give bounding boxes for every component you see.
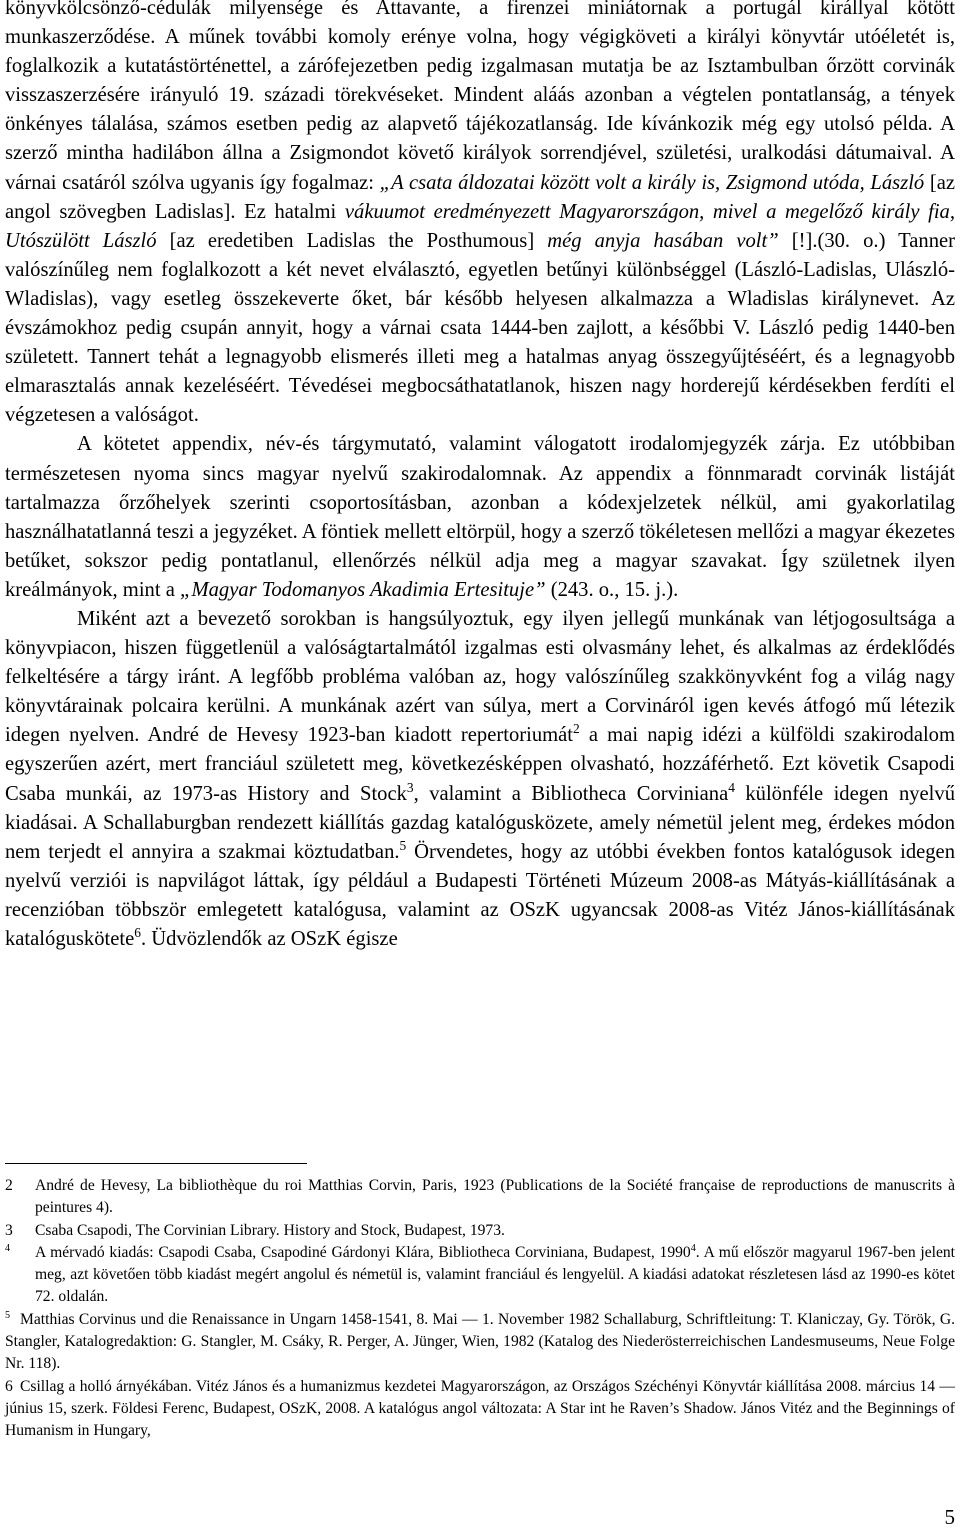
footnote-3 — [5, 1220, 955, 1242]
text-run: könyvkölcsönző-cédulák milyensége és Attavante, a firenzei miniátornak a portugál királlyal kötött munkaszerződése. A műnek további komoly erénye volna, hogy végigköveti a királyi könyvtár utóéletét is, foglalkozik a kutatástörténettel, a zárófejezetben pedig izgalmasan mutatja be az Isztambulban őrzött corvinák visszaszerzésére irányuló 19. századi törekvéseket. Mindent aláás azonban a végtelen pontatlanság, a tények önkényes tálalása, számos esetben pedig az alapvető tájékozatlanság. Ide kívánkozik még egy utolsó példa. A szerző mintha hadilábon állna a Zsigmondot követő királyok sorrendjével, születési, uralkodási dátumaival. A várnai csatáról szólva ugyanis így fogalmaz: — [5, 0, 955, 194]
footnotes — [5, 1175, 955, 1443]
footnote-6 — [5, 1376, 955, 1443]
footnote-2 — [5, 1175, 955, 1220]
footnote-5: $^5$ Matthias Corvinus und die Renaissance in Ungarn 1458-1541, 8. Mai — 1. November 1982 Schallaburg, Schriftleitung: T. Klaniczay, Gy. Török, G. Stangler, Katalogredaktion: G. Stangler, M. Csáky, R. Perger, A. Jünger, Wien, 1982 (Katalog des Niederösterreichischen Landesmuseums, Neue Folge Nr. 118). — [5, 1309, 955, 1373]
text-run: [az eredetiben Ladislas the Posthumous] — [156, 229, 548, 252]
text-run: (243. o., 15. j.). — [545, 578, 679, 601]
text-run: , valamint a Bibliotheca Corviniana — [413, 782, 729, 805]
italic-quote: vákuumot eredményezett Magyarországon, mivel a megelőző király fia, Utószülött László — [5, 200, 955, 252]
body-text — [5, 0, 955, 954]
footnote-separator — [5, 1163, 307, 1164]
footnote-text: A mérvadó kiadás: Csapodi Csaba, Csapodiné Gárdonyi Klára, Bibliotheca Corviniana, Budapest, 1990 — [35, 1243, 691, 1261]
footnote-ref-3[interactable]: 3 — [406, 779, 414, 795]
footnote-4: $^4$ A mérvadó kiadás: Csapodi Csaba, Csapodiné Gárdonyi Klára, Bibliotheca Corviniana, Budapest, 1990$^4$. A mű először magyarul 1967-ben jelent meg, azt követően több kiadást megért angolul és németül is, valamint franciául és lengyelül. A kiadási adatokat részletesen lásd az 1990-es kötet 72. oldalán. — [5, 1242, 955, 1306]
footnote-text: Csaba Csapodi, The Corvinian Library. History and Stock, Budapest, 1973. — [35, 1221, 505, 1239]
footnote-ref-4[interactable]: 4 — [728, 779, 735, 795]
italic-quote: még anyja hasában volt” — [547, 229, 779, 252]
footnote-number: 6 — [5, 1377, 13, 1395]
italic-quote: „A csata áldozatai között volt a király is, Zsigmond utóda, László — [379, 171, 925, 194]
text-run: [az angol szövegben Ladislas]. Ez hatalmi — [5, 171, 956, 223]
footnote-ref-6[interactable]: 6 — [134, 925, 141, 941]
text-run: Miként azt a bevezető sorokban is hangsúlyoztuk, egy ilyen jellegű munkának van létjogosultsága a könyvpiacon, hiszen függetlenül a valóságtartalmától izgalmas esti olvasmány lehet, és alkalmas az érdeklődés felkeltésére a tárgy iránt. A legfőbb probléma valóban az, hogy valószínűleg szakkönyvként fog a világ nagy könyvtárainak polcaira kerülni. A munkának azért van súlya, mert a Corvináról igen kevés átfogó mű létezik idegen nyelven. André de Hevesy 1923-ban kiadott repertoriumát — [5, 607, 955, 747]
paragraph-1 — [5, 0, 955, 430]
footnote-ref-2[interactable]: 2 — [573, 721, 580, 737]
text-run: a mai napig idézi a külföldi szakirodalom egyszerűen azért, mert franciául született meg, következésképpen olvasható, hozzáférhető. Ezt követik Csapodi Csaba munkái, az 1973-as History and Stock — [5, 724, 955, 805]
footnote-text: André de Hevesy, La bibliothèque du roi Matthias Corvin, Paris, 1923 (Publications de la Société française de reproductions de manuscrits à peintures 4). — [35, 1177, 955, 1217]
footnote-number: 3 — [5, 1221, 13, 1239]
footnote-ref-5[interactable]: 5 — [399, 837, 407, 853]
footnote-superscript: 4 — [690, 1242, 696, 1254]
text-run: [!].(30. o.) Tanner valószínűleg nem foglalkozott a két nevet elválasztó, egyetlen betűnyi különbséggel (László-Ladislas, Ulászló-Wladislas), vagy esetleg összekeverte őket, bár később helyesen alkalmazza a Wladislas királynevet. Az évszámokhoz pedig csupán annyit, hogy a várnai csata 1444-ben zajlott, a későbbi V. László pedig 1440-ben született. Tannert tehát a legnagyobb elismerés illeti meg a hatalmas anyag összegyűjtéséért, és a legnagyobb elmarasztalás annak kezeléséért. Tévedései megbocsáthatatlanok, hiszen nagy horderejű kérdésekben ferdíti el végzetesen a valóságot. — [5, 229, 956, 427]
paragraph-2 — [5, 430, 955, 605]
footnote-text: Matthias Corvinus und die Renaissance in Ungarn 1458-1541, 8. Mai — 1. November 1982 Schallaburg, Schriftleitung: T. Klaniczay, Gy. Török, G. Stangler, Katalogredaktion: G. Stangler, M. Csáky, R. Perger, A. Jünger, Wien, 1982 (Katalog des Niederösterreichischen Landesmuseums, Neue Folge Nr. 118). — [5, 1310, 955, 1373]
text-run: A kötetet appendix, név-és tárgymutató, valamint válogatott irodalomjegyzék zárja. Ez utóbbiban természetesen nyoma sincs magyar nyelvű szakirodalomnak. Az appendix a fönnmaradt corvinák listáját tartalmazza őrzőhelyek szerinti csoportosításban, azonban a kódexjelzetek nélkül, ami gyakorlatilag használhatatlanná teszi a jegyzéket. A föntiek mellett eltörpül, hogy a szerző tökéletesen mellőzi a magyar ékezetes betűket, sokszor pedig pontatlanul, ellenőrzés nélkül adja meg a magyar szavakat. Így születnek ilyen kreálmányok, mint a — [5, 433, 955, 601]
page-number: 5 — [944, 1505, 955, 1529]
text-run: Örvendetes, hogy az utóbbi években fontos katalógusok idegen nyelvű verziói is napvilágot láttak, így például a Budapesti Történeti Múzeum 2008-as Mátyás-kiállításának a recenzióban többször emlegetett katalógusa, valamint az OSzK ugyancsak 2008-as Vitéz János-kiállításának katalóguskötete — [5, 840, 955, 950]
text-run: . Üdvözlendők az OSzK égisze — [140, 928, 398, 950]
italic-title: „Magyar Todomanyos Akadimia Ertesituje” — [180, 578, 546, 601]
paragraph-3 — [5, 605, 955, 954]
footnote-text: Csillag a holló árnyékában. Vitéz János és a humanizmus kezdetei Magyarországon, az Országos Széchényi Könyvtár kiállítása 2008. március 14 — június 15, szerk. Földesi Ferenc, Budapest, OSzK, 2008. A katalógus angol változata: A Star int he Raven’s Shadow. János Vitéz and the Beginnings of Humanism in Hungary, — [5, 1377, 955, 1440]
footnote-text: . A mű először magyarul 1967-ben jelent meg, azt követően több kiadást megért angolul és németül is, valamint franciául és lengyelül. A kiadási adatokat részletesen lásd az 1990-es kötet 72. oldalán. — [35, 1243, 955, 1306]
footnote-number: 2 — [5, 1177, 13, 1194]
text-run: különféle idegen nyelvű kiadásai. A Schallaburgban rendezett kiállítás gazdag katalógusközete, amely németül jelent meg, érdekes módon nem terjedt el annyira a szakmai köztudatban. — [5, 782, 955, 863]
